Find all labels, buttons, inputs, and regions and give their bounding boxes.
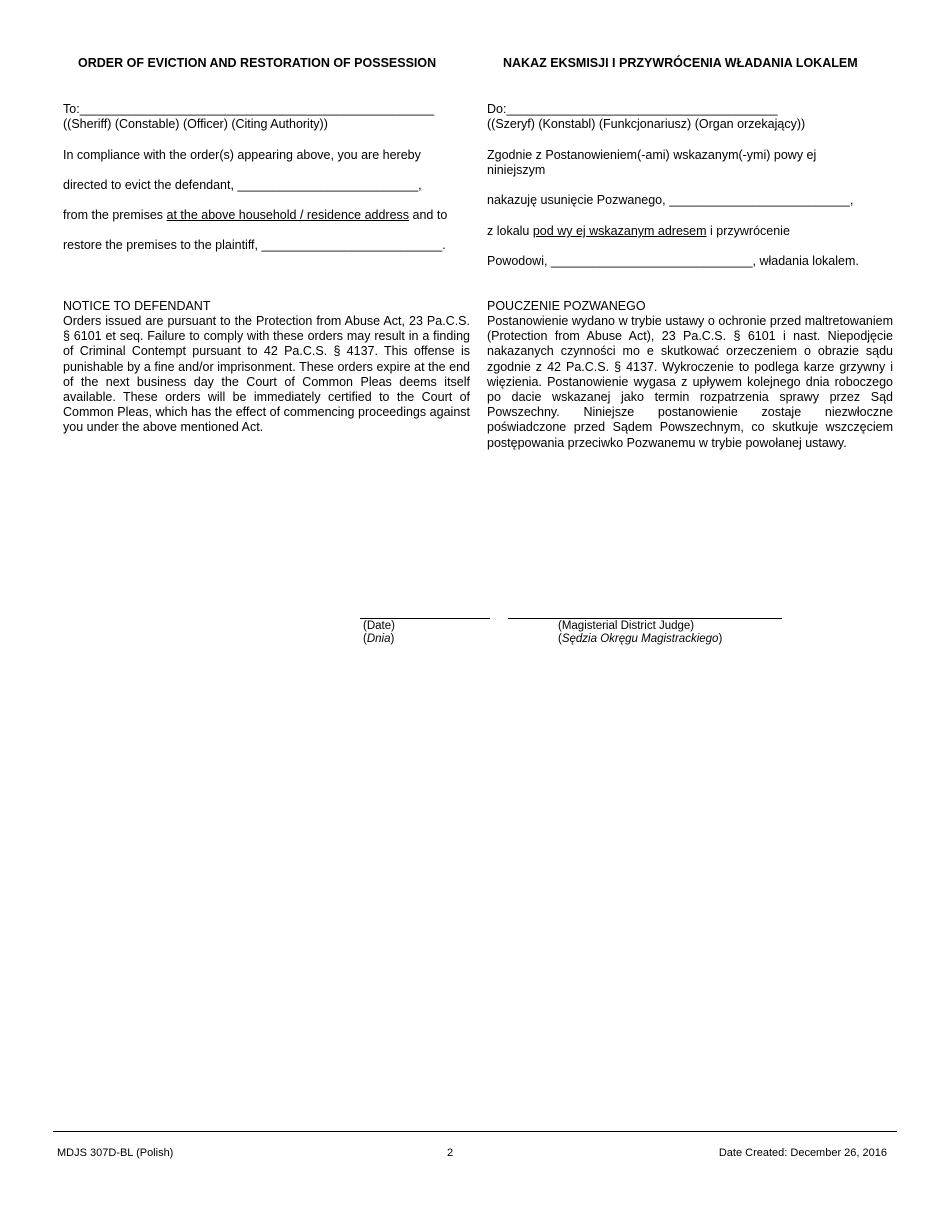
polish-title: NAKAZ EKSMISJI I PRZYWRÓCENIA WŁADANIA LOKALEM xyxy=(503,56,858,70)
footer-date-created: Date Created: December 26, 2016 xyxy=(718,1147,887,1159)
english-to-roles: ((Sheriff) (Constable) (Officer) (Citing Authority)) xyxy=(63,117,328,131)
english-notice-title: NOTICE TO DEFENDANT xyxy=(63,299,211,313)
english-address-reference: at the above household / residence address xyxy=(166,208,410,222)
polish-line-1b: niniejszym xyxy=(487,163,546,177)
polish-address-reference: pod wy ej wskazanym adresem xyxy=(532,224,707,238)
polish-line-3-pre: z lokalu xyxy=(487,224,533,238)
date-label-pl xyxy=(363,633,394,646)
english-line-3-post: and to xyxy=(409,208,448,222)
polish-line-3-post: i przywrócenie xyxy=(706,224,790,238)
polish-to-label: Do: xyxy=(487,102,507,116)
polish-notice-body: Postanowienie wydano w trybie ustawy o ochronie przed maltretowaniem (Protection from Abuse Act), 23 Pa.C.S. § 6101 i nast. Niepodjęcie nakazanych czynności mo e skutkować orzeczeniem o obrazie sądu zgodnie z 42 Pa.C.S. § 4137. Wykroczenie to podlega karze grzywny i więzienia. Postanowienie wygasa z upływem kolejnego dnia roboczego po dacie wskazanej jako termin rozpatrzenia sprawy przez Sąd Powszechny. Niniejsze postanowienie zostaje niezwłoczne poświadczone przed Sądem Powszechnym, co skutkuje wszczęciem postępowania przeciwko Pozwanemu w trybie powołanej ustawy. xyxy=(487,314,893,450)
footer-divider xyxy=(53,1131,897,1132)
polish-line-2: nakazuję usunięcie Pozwanego, __________________________, xyxy=(487,193,854,207)
judge-label-pl-open: ( xyxy=(558,633,562,645)
english-notice-body: Orders issued are pursuant to the Protection from Abuse Act, 23 Pa.C.S. § 6101 et seq. Failure to comply with these orders may result in a finding of Criminal Contempt pursuant to 42 Pa.C.S. § 4137. This offense is punishable by a fine and/or imprisonment. These orders expire at the end of the next business day the Court of Common Pleas deems itself available. These orders will be immediately certified to the Court of Common Pleas, which has the effect of commencing proceedings against you under the above mentioned Act. xyxy=(63,314,470,435)
date-label-pl-text: Dnia xyxy=(366,633,391,645)
english-line-4: restore the premises to the plaintiff, __________________________. xyxy=(63,238,446,252)
english-line-3 xyxy=(63,208,447,223)
english-line-2: directed to evict the defendant, __________________________, xyxy=(63,178,422,192)
polish-line-3 xyxy=(487,224,790,239)
footer-form-id: MDJS 307D-BL (Polish) xyxy=(57,1147,174,1159)
english-to-label: To: xyxy=(63,102,80,116)
english-line-3-pre: from the premises xyxy=(63,208,167,222)
date-signature-line xyxy=(360,618,490,619)
english-to-blank: ___________________________________________________ xyxy=(79,102,435,116)
polish-to-blank: _______________________________________ xyxy=(506,102,778,116)
polish-to-line xyxy=(487,102,778,117)
date-label-pl-open: ( xyxy=(363,633,367,645)
judge-label-pl-close: ) xyxy=(718,633,723,645)
english-line-1: In compliance with the order(s) appearing above, you are hereby xyxy=(63,148,421,162)
date-label-pl-close: ) xyxy=(390,633,395,645)
date-label-en: (Date) xyxy=(363,620,395,632)
footer-page-number: 2 xyxy=(447,1147,454,1159)
polish-notice-title: POUCZENIE POZWANEGO xyxy=(487,299,646,313)
judge-label-pl xyxy=(558,633,722,646)
judge-signature-line xyxy=(508,618,782,619)
judge-label-pl-text: Sędzia Okręgu Magistrackiego xyxy=(561,633,719,645)
english-to-line xyxy=(63,102,434,117)
polish-line-4: Powodowi, _____________________________, władania lokalem. xyxy=(487,254,859,268)
polish-line-1a: Zgodnie z Postanowieniem(-ami) wskazanym(-ymi) powy ej xyxy=(487,148,817,162)
english-title: ORDER OF EVICTION AND RESTORATION OF POSSESSION xyxy=(78,56,437,70)
polish-to-roles: ((Szeryf) (Konstabl) (Funkcjonariusz) (Organ orzekający)) xyxy=(487,117,806,131)
judge-label-en: (Magisterial District Judge) xyxy=(558,620,695,632)
